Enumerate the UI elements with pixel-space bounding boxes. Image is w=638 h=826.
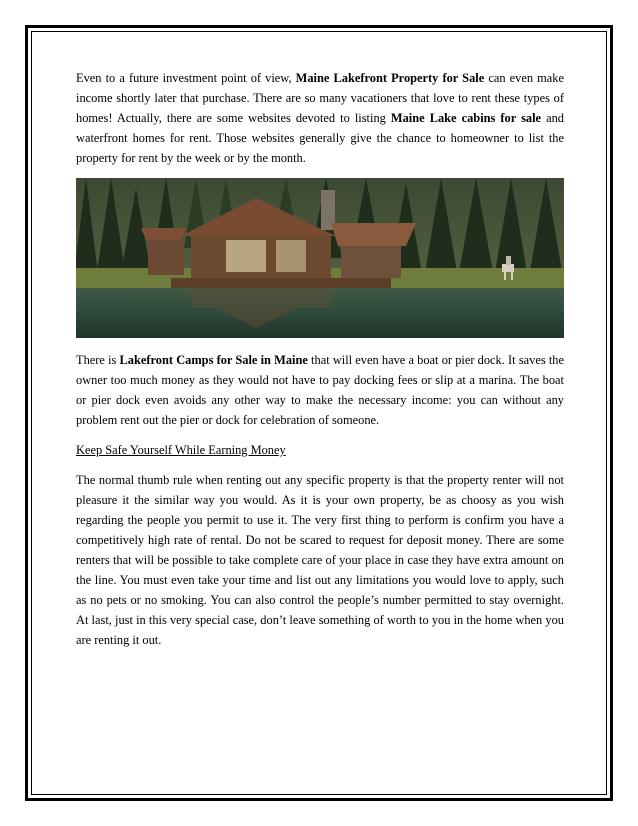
paragraph-camps	[76, 350, 564, 430]
text-run: can even make income shortly later that purchase. There are so many vacationers that love to rent these types of homes! Actually, there are some websites devoted to listing	[76, 71, 564, 125]
paragraph-intro	[76, 68, 564, 168]
section-heading: Keep Safe Yourself While Earning Money	[76, 443, 286, 457]
bold-keyword-lake-cabins: Maine Lake cabins for sale	[390, 111, 542, 125]
bold-keyword-lakefront-camps: Lakefront Camps for Sale in Maine	[119, 353, 308, 367]
text-run: Even to a future investment point of view,	[76, 71, 296, 85]
text-run: There is	[76, 353, 120, 367]
document-body	[76, 68, 564, 650]
bold-keyword-lakefront-property: Maine Lakefront Property for Sale	[295, 71, 485, 85]
text-run: that will even have a boat or pier dock. It saves the owner too much money as they would not have to pay docking fees or slip at a marina. The boat or pier dock even avoids any other way to make the necessary income: you can without any problem rent out the pier or dock for celebration of someone.	[76, 353, 564, 427]
lake-cabin-photo	[76, 178, 564, 338]
text-run: and waterfront homes for rent. Those websites generally give the chance to homeowner to list the property for rent by the week or by the month.	[76, 111, 565, 165]
paragraph-rules: The normal thumb rule when renting out any specific property is that the property renter will not pleasure it the similar way you would. As it is your own property, be as choosy as you wish regarding the people you permit to use it. The very first thing to perform is confirm you have a competitively high rate of rental. Do not be scared to request for deposit money. There are some renters that will be possible to take complete care of your place in case they have extra amount on the line. You must even take your time and list out any limitations you would love to apply, such as no pets or no smoking. You can also control the people’s number permitted to stay overnight. At last, just in this very special case, don’t leave something of worth to you in the home when you are renting it out.	[76, 473, 564, 647]
